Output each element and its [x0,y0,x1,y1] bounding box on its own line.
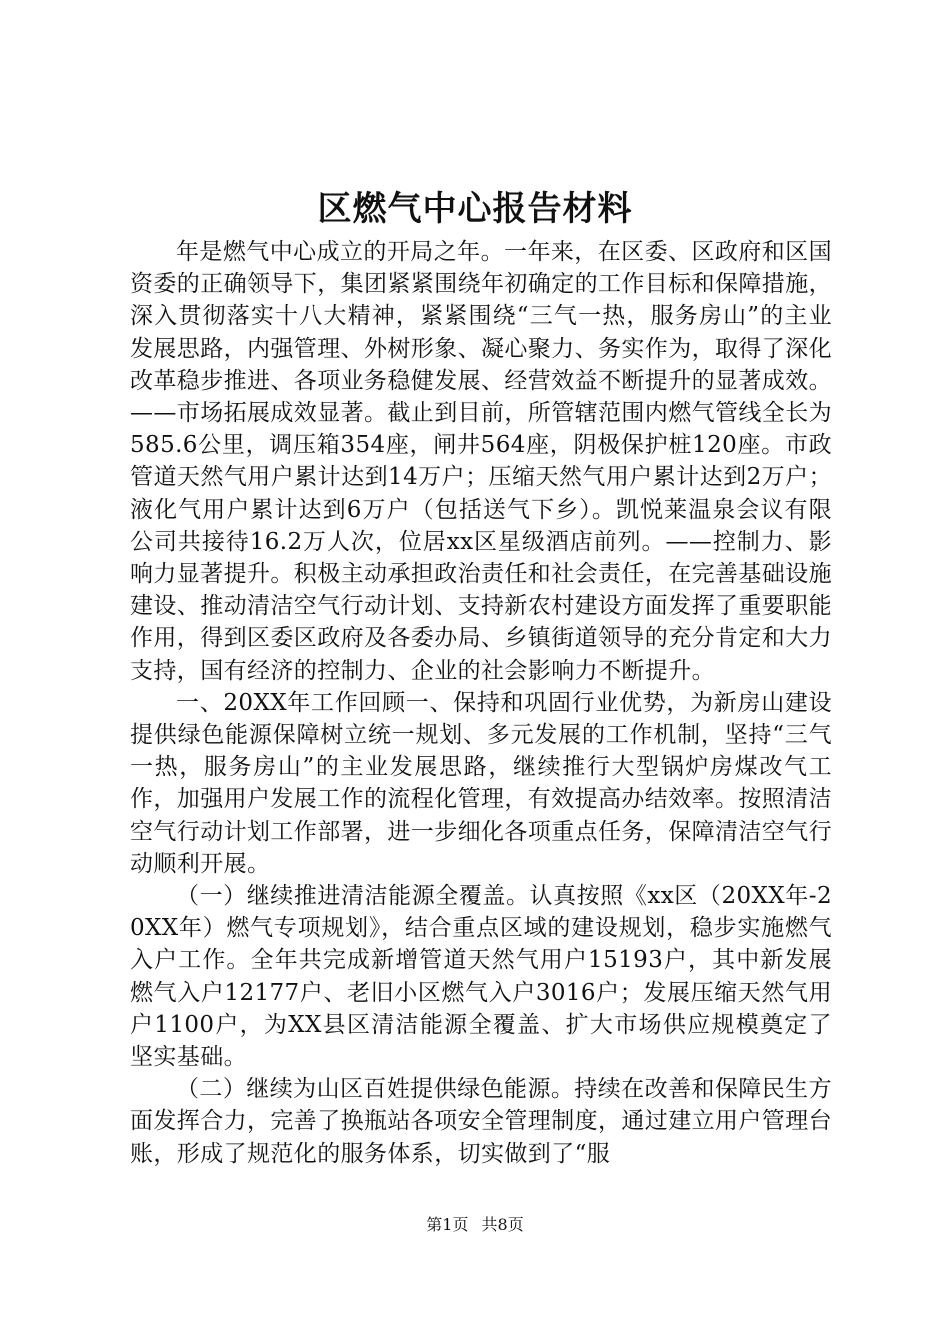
paragraph-2: 一、20XX年工作回顾一、保持和巩固行业优势，为新房山建设提供绿色能源保障树立统一规划、多元发展的工作机制，坚持“三气一热，服务房山”的主业发展思路，继续推行大型锅炉房煤改气工作，加强用户发展工作的流程化管理，有效提高办结效率。按照清洁空气行动计划工作部署，进一步细化各项重点任务，保障清洁空气行动顺利开展。 [130,689,832,877]
page-number-total: 共8页 [481,1215,524,1234]
page-footer [0,1214,950,1236]
page-number-current: 第1页 [426,1215,469,1234]
paragraph-1: 年是燃气中心成立的开局之年。一年来，在区委、区政府和区国资委的正确领导下，集团紧紧围绕年初确定的工作目标和保障措施，深入贯彻落实十八大精神，紧紧围绕“三气一热，服务房山”的主业发展思路，内强管理、外树形象、凝心聚力、务实作为，取得了深化改革稳步推进、各项业务稳健发展、经营效益不断提升的显著成效。——市场拓展成效显著。截止到目前，所管辖范围内燃气管线全长为585.6公里，调压箱354座，闸井564座，阴极保护桩120座。市政管道天然气用户累计达到14万户；压缩天然气用户累计达到2万户；液化气用户累计达到6万户（包括送气下乡）。凯悦莱温泉会议有限公司共接待16.2万人次，位居xx区星级酒店前列。——控制力、影响力显著提升。积极主动承担政治责任和社会责任，在完善基础设施建设、推动清洁空气行动计划、支持新农村建设方面发挥了重要职能作用，得到区委区政府及各委办局、乡镇街道领导的充分肯定和大力支持，国有经济的控制力、企业的社会影响力不断提升。 [130,239,832,684]
paragraph-4: （二）继续为山区百姓提供绿色能源。持续在改善和保障民生方面发挥合力，完善了换瓶站各项安全管理制度，通过建立用户管理台账，形成了规范化的服务体系，切实做到了“服 [130,1076,832,1167]
paragraph-3: （一）继续推进清洁能源全覆盖。认真按照《xx区（20XX年-20XX年）燃气专项规划》，结合重点区域的建设规划，稳步实施燃气入户工作。全年共完成新增管道天然气用户15193户，其中新发展燃气入户12177户、老旧小区燃气入户3016户；发展压缩天然气用户1100户，为XX县区清洁能源全覆盖、扩大市场供应规模奠定了坚实基础。 [130,883,832,1071]
document-body [130,236,832,1170]
document-title: 区燃气中心报告材料 [317,189,633,229]
